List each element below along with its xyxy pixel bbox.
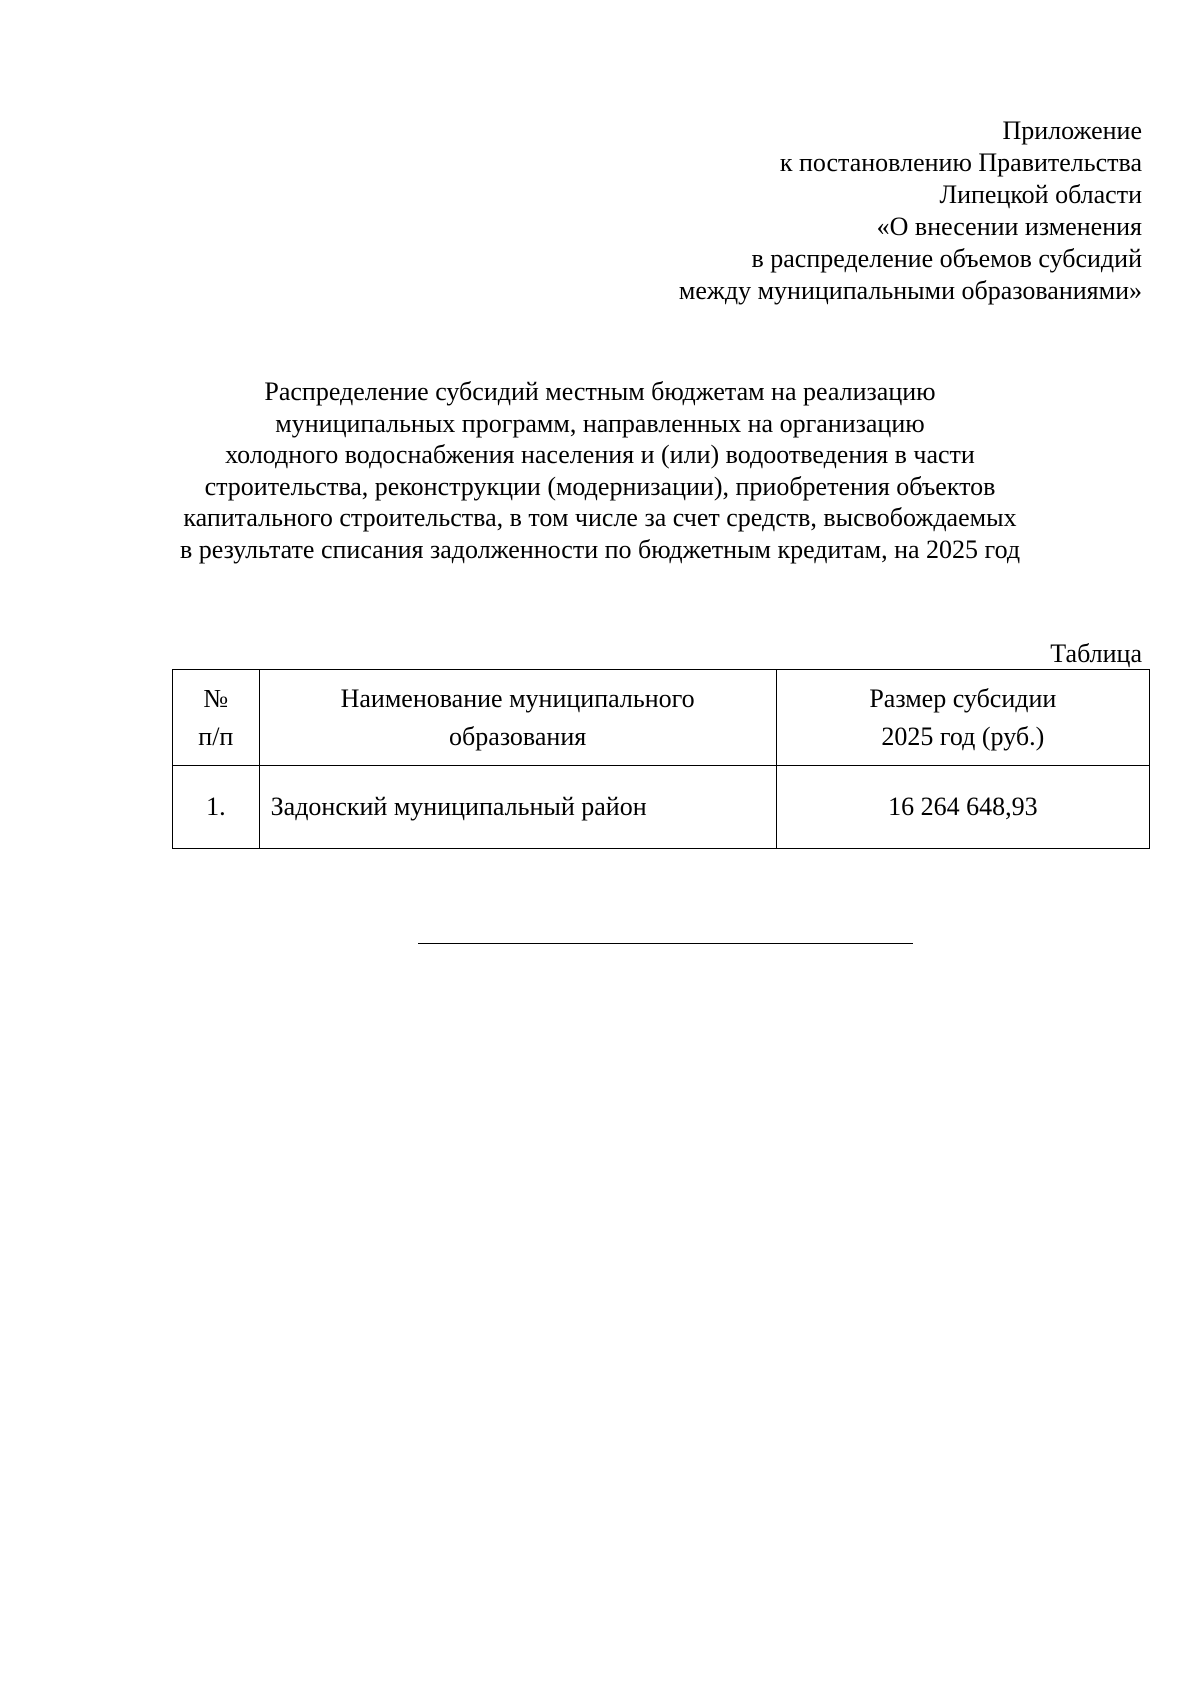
appendix-header [442,115,1142,307]
header-num [173,670,260,766]
title-line: в результате списания задолженности по бюджетным кредитам, на 2025 год [179,534,1021,564]
appendix-line: «О внесении изменения [876,212,1142,241]
row-name: Задонский муниципальный район [259,766,776,849]
header-amount [776,670,1149,766]
header-name-line: Наименование муниципального [340,683,695,713]
header-amount-line: Размер субсидии [869,683,1057,713]
table-header-row [173,670,1150,766]
appendix-line: к постановлению Правительства [779,148,1142,177]
header-name [259,670,776,766]
title-line: холодного водоснабжения населения и (или) водоотведения в части [225,440,975,469]
header-amount-line: 2025 год (руб.) [881,721,1045,751]
table-row [173,766,1150,849]
appendix-line: Приложение [1002,116,1142,145]
appendix-line: Липецкой области [939,180,1142,209]
header-name-line: образования [449,721,587,751]
header-num-line: п/п [198,721,234,751]
end-separator-line [418,943,913,944]
row-num: 1. [173,766,260,849]
subsidy-table [172,669,1150,849]
header-num-line: № [203,683,229,713]
title-line: капитального строительства, в том числе за счет средств, высвобождаемых [183,503,1017,532]
appendix-line: в распределение объемов субсидий [751,244,1142,273]
table-caption: Таблица [1050,639,1142,668]
appendix-line: между муниципальными образованиями» [678,276,1142,305]
row-amount: 16 264 648,93 [776,766,1149,849]
document-title [140,376,1060,565]
title-line: Распределение субсидий местным бюджетам на реализацию [264,377,936,406]
title-line: строительства, реконструкции (модернизации), приобретения объектов [204,471,996,501]
title-line: муниципальных программ, направленных на организацию [275,408,925,438]
